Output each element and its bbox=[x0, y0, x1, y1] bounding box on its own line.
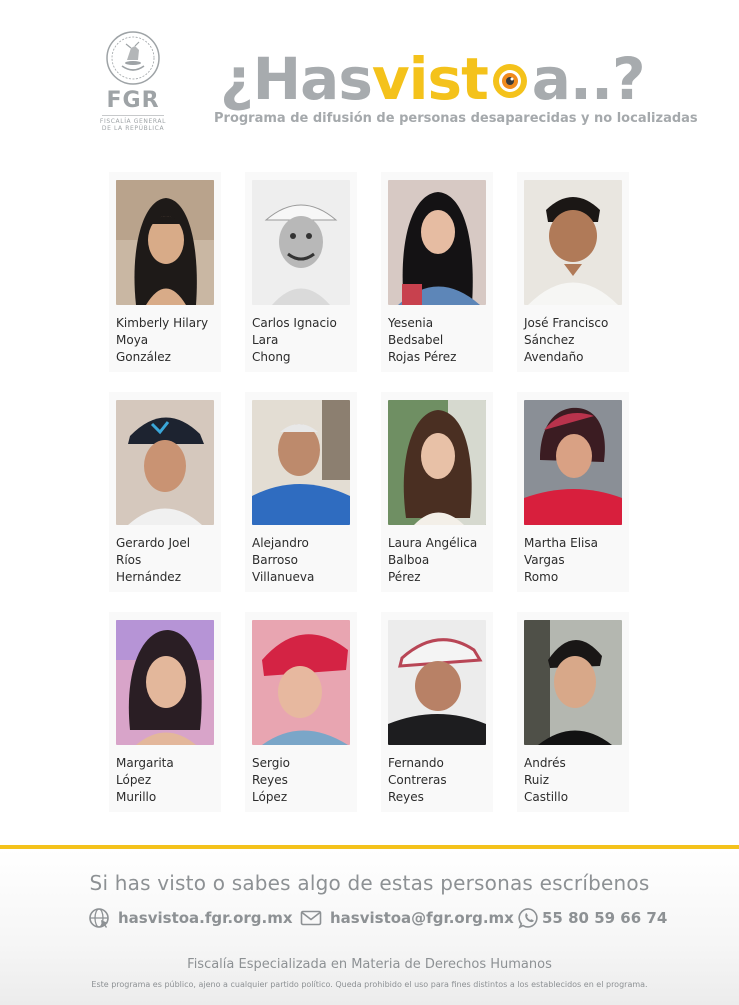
person-card bbox=[381, 172, 493, 372]
name-line: Laura Angélica bbox=[388, 536, 478, 550]
person-photo bbox=[116, 180, 214, 305]
person-name bbox=[388, 315, 486, 366]
person-card bbox=[517, 172, 629, 372]
logo-divider bbox=[102, 115, 164, 116]
name-line: Bedsabel bbox=[388, 333, 444, 347]
person-photo bbox=[252, 180, 350, 305]
person-card bbox=[245, 392, 357, 592]
person-photo bbox=[388, 620, 486, 745]
name-line: Martha Elisa bbox=[524, 536, 598, 550]
name-line: Alejandro bbox=[252, 536, 309, 550]
brand-mid: vist bbox=[371, 45, 488, 113]
person-photo bbox=[524, 400, 622, 525]
office-name: Fiscalía Especializada en Materia de Derechos Humanos bbox=[187, 957, 552, 972]
name-line: Avendaño bbox=[524, 350, 584, 364]
person-name bbox=[524, 755, 622, 806]
person-name bbox=[116, 535, 214, 586]
name-line: Gerardo Joel bbox=[116, 536, 191, 550]
person-photo bbox=[524, 180, 622, 305]
person-name bbox=[524, 535, 622, 586]
name-line: Sánchez bbox=[524, 333, 575, 347]
name-line: Romo bbox=[524, 570, 559, 584]
name-line: López bbox=[252, 790, 288, 804]
name-line: Margarita bbox=[116, 756, 174, 770]
name-line: González bbox=[116, 350, 171, 364]
mexican-seal-icon bbox=[105, 30, 161, 86]
person-photo bbox=[388, 400, 486, 525]
person-card bbox=[245, 612, 357, 812]
name-line: Andrés bbox=[524, 756, 566, 770]
person-photo bbox=[252, 620, 350, 745]
email-text: hasvistoa@fgr.org.mx bbox=[330, 909, 514, 927]
person-card bbox=[517, 612, 629, 812]
phone-text: 55 80 59 66 74 bbox=[542, 909, 668, 927]
person-name bbox=[524, 315, 622, 366]
name-line: Castillo bbox=[524, 790, 569, 804]
person-name bbox=[252, 755, 350, 806]
name-line: Kimberly Hilary bbox=[116, 316, 209, 330]
person-card bbox=[245, 172, 357, 372]
name-line: Hernández bbox=[116, 570, 181, 584]
name-line: Reyes bbox=[388, 790, 424, 804]
fgr-abbreviation: FGR bbox=[106, 88, 160, 113]
website-link[interactable] bbox=[88, 907, 293, 929]
person-name bbox=[116, 315, 214, 366]
person-photo bbox=[116, 400, 214, 525]
eye-icon bbox=[488, 46, 532, 90]
footer bbox=[0, 845, 739, 1005]
name-line: Sergio bbox=[252, 756, 291, 770]
person-name bbox=[388, 755, 486, 806]
brand-suffix: a..? bbox=[531, 45, 645, 113]
contact-row bbox=[88, 907, 668, 933]
person-photo bbox=[252, 400, 350, 525]
name-line: Rojas Pérez bbox=[388, 350, 457, 364]
person-card bbox=[109, 392, 221, 592]
envelope-icon bbox=[300, 907, 322, 929]
persons-grid bbox=[109, 172, 629, 812]
phone-link[interactable] bbox=[518, 907, 667, 929]
name-line: Carlos Ignacio bbox=[252, 316, 337, 330]
name-line: Chong bbox=[252, 350, 291, 364]
name-line: Pérez bbox=[388, 570, 421, 584]
person-card bbox=[517, 392, 629, 592]
person-card bbox=[381, 612, 493, 812]
name-line: Yesenia bbox=[388, 316, 434, 330]
name-line: Ríos bbox=[116, 553, 142, 567]
name-line: Barroso bbox=[252, 553, 298, 567]
person-photo bbox=[388, 180, 486, 305]
website-text: hasvistoa.fgr.org.mx bbox=[118, 909, 293, 927]
person-name bbox=[252, 315, 350, 366]
person-name bbox=[252, 535, 350, 586]
person-photo bbox=[524, 620, 622, 745]
person-card bbox=[109, 172, 221, 372]
name-line: Ruiz bbox=[524, 773, 550, 787]
name-line: Fernando bbox=[388, 756, 444, 770]
fgr-full-name: FISCALÍA GENERAL DE LA REPÚBLICA bbox=[99, 118, 167, 132]
globe-icon bbox=[88, 907, 110, 929]
name-line: Villanueva bbox=[252, 570, 315, 584]
name-line: Contreras bbox=[388, 773, 447, 787]
person-card bbox=[109, 612, 221, 812]
fgr-logo bbox=[96, 30, 170, 140]
tagline: Programa de difusión de personas desaparecidas y no localizadas bbox=[214, 111, 698, 126]
brand-title bbox=[220, 44, 645, 114]
whatsapp-icon bbox=[518, 907, 540, 929]
name-line: José Francisco bbox=[524, 316, 609, 330]
name-line: Balboa bbox=[388, 553, 430, 567]
name-line: Vargas bbox=[524, 553, 565, 567]
person-name bbox=[116, 755, 214, 806]
email-link[interactable] bbox=[300, 907, 514, 929]
name-line: Reyes bbox=[252, 773, 288, 787]
call-to-action: Si has visto o sabes algo de estas personas escríbenos bbox=[89, 871, 650, 895]
person-card bbox=[381, 392, 493, 592]
name-line: Lara bbox=[252, 333, 279, 347]
brand-prefix: ¿Has bbox=[220, 45, 372, 113]
name-line: Murillo bbox=[116, 790, 157, 804]
name-line: López bbox=[116, 773, 152, 787]
name-line: Moya bbox=[116, 333, 149, 347]
disclaimer: Este programa es público, ajeno a cualquier partido político. Queda prohibido el uso para fines distintos a los establecidos en el programa. bbox=[91, 980, 648, 989]
person-photo bbox=[116, 620, 214, 745]
person-name bbox=[388, 535, 486, 586]
